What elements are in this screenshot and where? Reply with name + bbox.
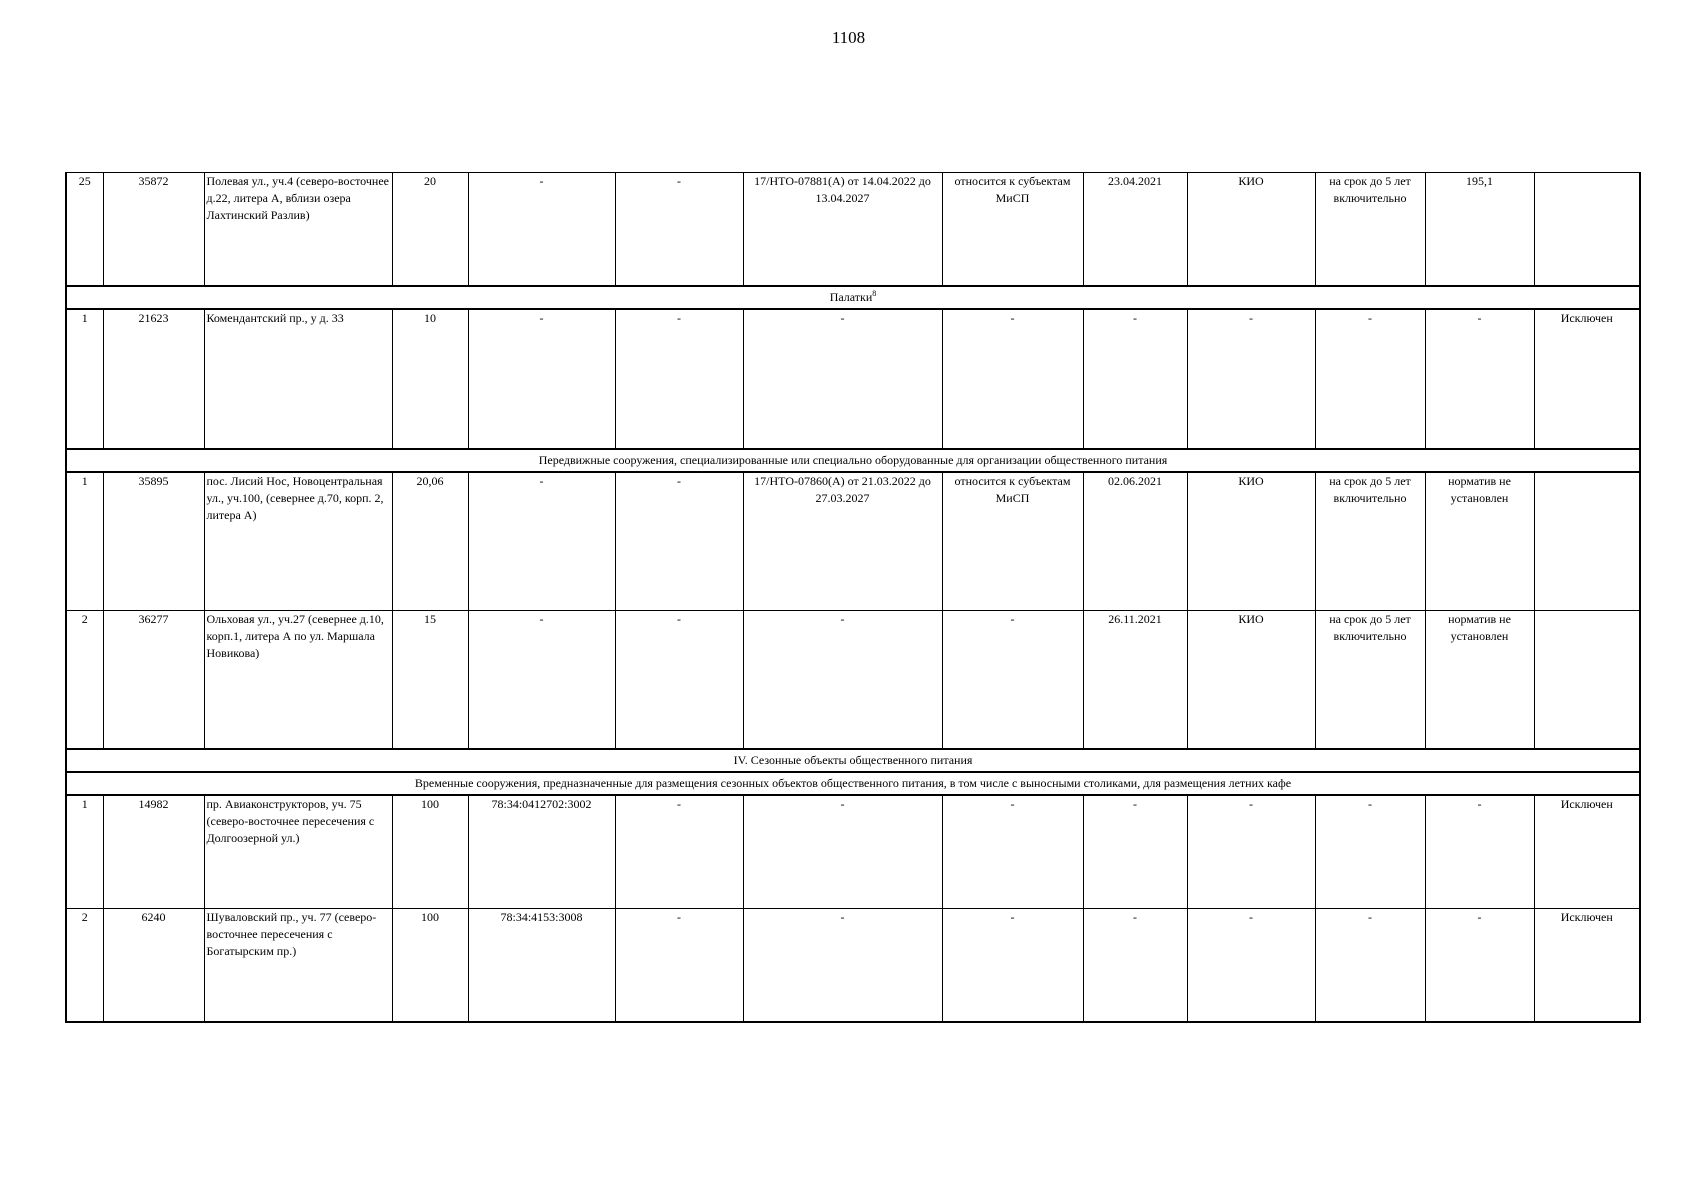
cell-note: Исключен (1534, 795, 1640, 909)
cell-date: 26.11.2021 (1083, 611, 1187, 750)
cell-code: 21623 (103, 309, 204, 449)
cell-norm: 195,1 (1425, 173, 1534, 287)
cell-num: 1 (66, 472, 103, 611)
cell-term: - (1315, 909, 1425, 1023)
cell-note: Исключен (1534, 909, 1640, 1023)
cell-contract: - (743, 795, 942, 909)
cell-term: на срок до 5 лет включительно (1315, 472, 1425, 611)
cell-date: - (1083, 795, 1187, 909)
cell-address: пос. Лисий Нос, Новоцентральная ул., уч.100, (севернее д.70, корп. 2, литера А) (204, 472, 392, 611)
cell-org: - (1187, 795, 1315, 909)
table-row (66, 173, 1640, 287)
cell-col6: - (615, 909, 743, 1023)
cell-subject: - (942, 309, 1083, 449)
table-row (66, 472, 1640, 611)
section-row (66, 286, 1640, 309)
cell-cadastre: 78:34:0412702:3002 (468, 795, 615, 909)
cell-subject: - (942, 611, 1083, 750)
cell-contract: - (743, 909, 942, 1023)
cell-org: - (1187, 909, 1315, 1023)
cell-term: на срок до 5 лет включительно (1315, 173, 1425, 287)
section-row (66, 772, 1640, 795)
section-mobile: Передвижные сооружения, специализированные или специально оборудованные для организации общественного питания (66, 449, 1640, 472)
cell-area: 100 (392, 795, 468, 909)
cell-num: 25 (66, 173, 103, 287)
cell-contract: - (743, 309, 942, 449)
section-temporary: Временные сооружения, предназначенные для размещения сезонных объектов общественного питания, в том числе с выносными столиками, для размещения летних кафе (66, 772, 1640, 795)
cell-cadastre: 78:34:4153:3008 (468, 909, 615, 1023)
cell-subject: - (942, 909, 1083, 1023)
cell-date: 02.06.2021 (1083, 472, 1187, 611)
cell-date: - (1083, 909, 1187, 1023)
table-row (66, 909, 1640, 1023)
cell-org: КИО (1187, 611, 1315, 750)
cell-code: 36277 (103, 611, 204, 750)
cell-date: 23.04.2021 (1083, 173, 1187, 287)
page-number: 1108 (831, 28, 866, 47)
cell-org: КИО (1187, 173, 1315, 287)
cell-address: пр. Авиаконструкторов, уч. 75 (северо-восточнее пересечения с Долгоозерной ул.) (204, 795, 392, 909)
cell-norm: - (1425, 795, 1534, 909)
footnote-mark: 8 (872, 289, 877, 298)
cell-norm: - (1425, 309, 1534, 449)
objects-table (65, 172, 1641, 1023)
cell-date: - (1083, 309, 1187, 449)
cell-num: 1 (66, 309, 103, 449)
cell-term: на срок до 5 лет включительно (1315, 611, 1425, 750)
cell-area: 20 (392, 173, 468, 287)
section-seasonal: IV. Сезонные объекты общественного питания (66, 749, 1640, 772)
cell-contract: - (743, 611, 942, 750)
cell-code: 35872 (103, 173, 204, 287)
cell-num: 2 (66, 909, 103, 1023)
section-tents (66, 286, 1640, 309)
cell-contract: 17/НТО-07881(А) от 14.04.2022 до 13.04.2027 (743, 173, 942, 287)
cell-code: 35895 (103, 472, 204, 611)
table-row (66, 309, 1640, 449)
cell-col6: - (615, 611, 743, 750)
cell-org: - (1187, 309, 1315, 449)
cell-col6: - (615, 795, 743, 909)
cell-term: - (1315, 309, 1425, 449)
cell-address: Шуваловский пр., уч. 77 (северо-восточнее пересечения с Богатырским пр.) (204, 909, 392, 1023)
cell-note (1534, 611, 1640, 750)
cell-code: 14982 (103, 795, 204, 909)
cell-note (1534, 472, 1640, 611)
cell-subject: - (942, 795, 1083, 909)
cell-cadastre: - (468, 472, 615, 611)
cell-address: Полевая ул., уч.4 (северо-восточнее д.22, литера А, вблизи озера Лахтинский Разлив) (204, 173, 392, 287)
cell-area: 15 (392, 611, 468, 750)
cell-code: 6240 (103, 909, 204, 1023)
cell-note (1534, 173, 1640, 287)
cell-subject: относится к субъектам МиСП (942, 173, 1083, 287)
section-row (66, 449, 1640, 472)
cell-norm: - (1425, 909, 1534, 1023)
cell-address: Ольховая ул., уч.27 (севернее д.10, корп.1, литера А по ул. Маршала Новикова) (204, 611, 392, 750)
cell-col6: - (615, 309, 743, 449)
cell-area: 100 (392, 909, 468, 1023)
cell-cadastre: - (468, 173, 615, 287)
cell-area: 20,06 (392, 472, 468, 611)
table-row (66, 611, 1640, 750)
cell-norm: норматив не установлен (1425, 611, 1534, 750)
cell-area: 10 (392, 309, 468, 449)
cell-term: - (1315, 795, 1425, 909)
section-title: Палатки (829, 290, 873, 304)
cell-cadastre: - (468, 611, 615, 750)
cell-org: КИО (1187, 472, 1315, 611)
cell-num: 2 (66, 611, 103, 750)
cell-note: Исключен (1534, 309, 1640, 449)
cell-address: Комендантский пр., у д. 33 (204, 309, 392, 449)
cell-col6: - (615, 173, 743, 287)
cell-col6: - (615, 472, 743, 611)
cell-contract: 17/НТО-07860(А) от 21.03.2022 до 27.03.2027 (743, 472, 942, 611)
section-row (66, 749, 1640, 772)
cell-subject: относится к субъектам МиСП (942, 472, 1083, 611)
cell-num: 1 (66, 795, 103, 909)
cell-cadastre: - (468, 309, 615, 449)
cell-norm: норматив не установлен (1425, 472, 1534, 611)
table-row (66, 795, 1640, 909)
